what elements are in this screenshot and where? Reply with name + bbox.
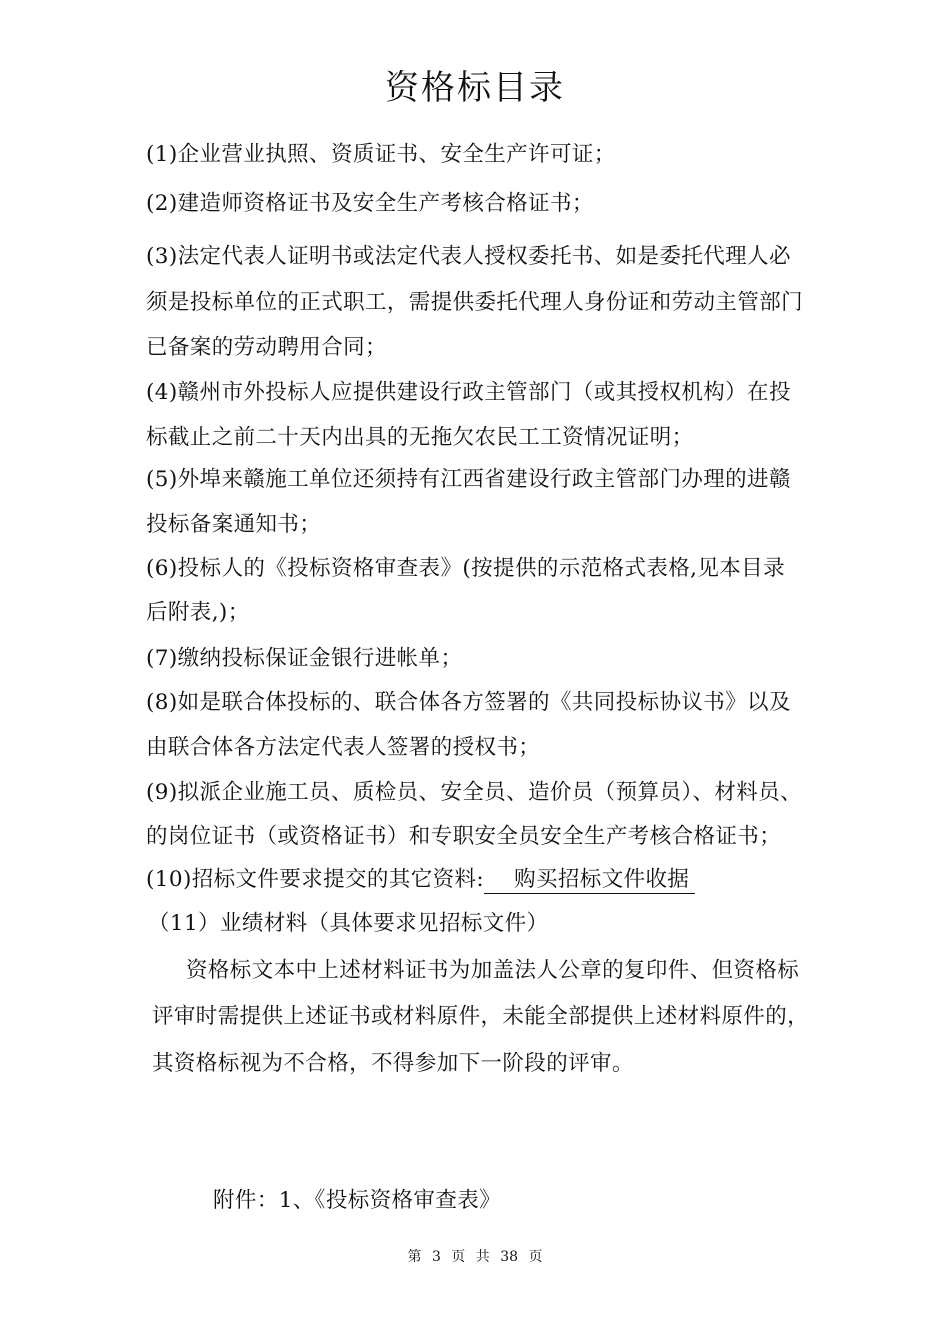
list-item-3-line-2: 须是投标单位的正式职工，需提供委托代理人身份证和劳动主管部门 — [146, 290, 804, 315]
list-item-9-line-1: (9)拟派企业施工员、质检员、安全员、造价员（预算员）、材料员、 — [146, 780, 803, 805]
list-item-10 — [146, 862, 695, 894]
list-item-7: (7)缴纳投标保证金银行进帐单； — [146, 646, 463, 671]
list-item-2: (2)建造师资格证书及安全生产考核合格证书； — [146, 191, 594, 216]
note-line-3: 其资格标视为不合格，不得参加下一阶段的评审。 — [152, 1051, 634, 1076]
list-item-3-line-3: 已备案的劳动聘用合同； — [146, 335, 387, 360]
list-item-5-line-1: (5)外埠来赣施工单位还须持有江西省建设行政主管部门办理的进赣 — [146, 467, 791, 492]
list-item-1: (1)企业营业执照、资质证书、安全生产许可证； — [146, 142, 616, 167]
page-footer: 第 3 页 共 38 页 — [407, 1249, 543, 1265]
list-item-10-label: (10)招标文件要求提交的其它资料: — [146, 867, 485, 892]
document-title: 资格标目录 — [385, 68, 565, 108]
attachment-line: 附件：1、《投标资格审查表》 — [213, 1188, 502, 1213]
list-item-8-line-2: 由联合体各方法定代表人签署的授权书； — [146, 735, 541, 760]
list-item-11: （11）业绩材料（具体要求见招标文件） — [148, 911, 549, 936]
list-item-6-line-2: 后附表,)； — [146, 600, 250, 625]
note-line-1: 资格标文本中上述材料证书为加盖法人公章的复印件、但资格标 — [186, 958, 800, 983]
list-item-8-line-1: (8)如是联合体投标的、联合体各方签署的《共同投标协议书》以及 — [146, 690, 791, 715]
list-item-10-filled-value: 购买招标文件收据 — [484, 867, 695, 894]
list-item-3-line-1: (3)法定代表人证明书或法定代表人授权委托书、如是委托代理人必 — [146, 244, 791, 269]
list-item-4-line-2: 标截止之前二十天内出具的无拖欠农民工工资情况证明； — [146, 425, 694, 450]
list-item-6-line-1: (6)投标人的《投标资格审查表》(按提供的示范格式表格,见本目录 — [146, 556, 785, 581]
list-item-9-line-2: 的岗位证书（或资格证书）和专职安全员安全生产考核合格证书； — [146, 824, 782, 849]
list-item-5-line-2: 投标备案通知书； — [146, 512, 322, 537]
list-item-4-line-1: (4)赣州市外投标人应提供建设行政主管部门（或其授权机构）在投 — [146, 380, 791, 405]
note-line-2: 评审时需提供上述证书或材料原件，未能全部提供上述材料原件的， — [152, 1004, 810, 1029]
